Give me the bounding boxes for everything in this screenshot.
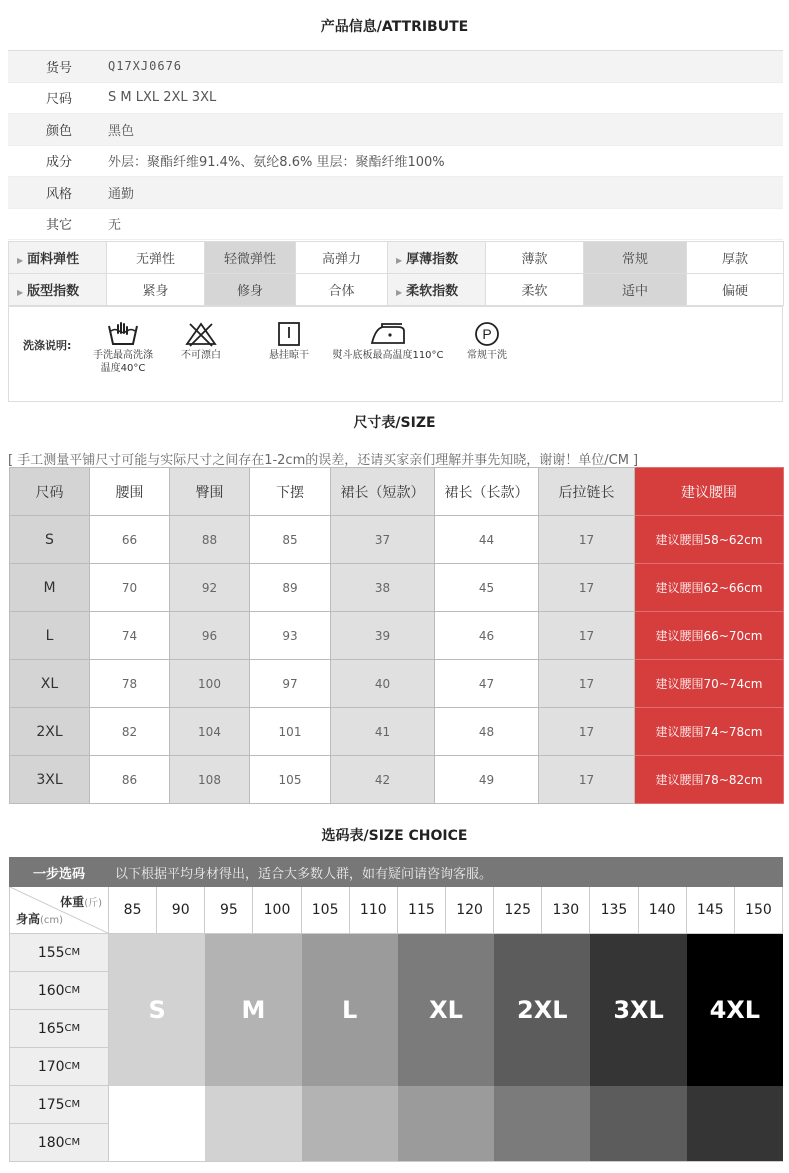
attribute-label: 货号 bbox=[46, 60, 73, 76]
size-table-title: 尺寸表/SIZE bbox=[353, 415, 436, 431]
attribute-label: 风格 bbox=[46, 186, 73, 202]
size-value-cell: 74 bbox=[90, 612, 170, 660]
suggested-waist-cell: 建议腰围62~66cm bbox=[635, 564, 784, 612]
weight-cell: 90 bbox=[157, 887, 205, 933]
size-table-body bbox=[10, 516, 784, 804]
triangle-icon: ▶ bbox=[17, 288, 24, 297]
size-value-cell: 17 bbox=[539, 660, 635, 708]
height-unit-label: CM bbox=[64, 1023, 81, 1034]
weight-cell: 120 bbox=[446, 887, 494, 933]
size-value-cell: 17 bbox=[539, 708, 635, 756]
size-value-cell: 42 bbox=[331, 756, 435, 804]
index-label: 版型指数 bbox=[27, 284, 80, 299]
weight-cell: 110 bbox=[350, 887, 398, 933]
size-table-header-row bbox=[10, 468, 784, 516]
height-value: 155 bbox=[37, 944, 65, 961]
size-label-cell: XL bbox=[10, 660, 90, 708]
weight-cell: 145 bbox=[687, 887, 735, 933]
size-label-cell: S bbox=[10, 516, 90, 564]
index-option: 高弹力 bbox=[296, 242, 388, 274]
index-head bbox=[388, 242, 486, 274]
index-option: 修身 bbox=[205, 274, 296, 306]
hand-wash-text-line1: 手洗最高洗涤 bbox=[93, 350, 153, 361]
attribute-label: 颜色 bbox=[46, 123, 73, 139]
wash-item-hand-wash bbox=[83, 321, 163, 375]
height-label-wrap bbox=[16, 910, 63, 927]
attribute-title: 产品信息/ATTRIBUTE bbox=[320, 19, 469, 35]
wash-item-iron bbox=[319, 321, 457, 362]
dry-clean-text: 常规干洗 bbox=[467, 350, 507, 361]
suggested-waist-cell: 建议腰围78~82cm bbox=[635, 756, 784, 804]
suggested-waist-cell: 建议腰围70~74cm bbox=[635, 660, 784, 708]
size-value-cell: 44 bbox=[435, 516, 539, 564]
size-value-cell: 82 bbox=[90, 708, 170, 756]
size-value-cell: 93 bbox=[250, 612, 331, 660]
size-value-cell: 46 bbox=[435, 612, 539, 660]
size-value-cell: 37 bbox=[331, 516, 435, 564]
attribute-value: S M LXL 2XL 3XL bbox=[108, 90, 217, 106]
height-cell bbox=[9, 1048, 109, 1086]
size-row bbox=[10, 756, 784, 804]
size-value-cell: 104 bbox=[170, 708, 250, 756]
index-option: 紧身 bbox=[107, 274, 205, 306]
weight-unit: (斤) bbox=[84, 898, 102, 909]
weight-cell: 95 bbox=[205, 887, 253, 933]
attribute-row bbox=[8, 177, 783, 209]
size-value-cell: 70 bbox=[90, 564, 170, 612]
height-cell bbox=[9, 934, 109, 972]
choice-description: 以下根据平均身材得出，适合大多数人群，如有疑问请咨询客服。 bbox=[115, 866, 493, 882]
attribute-value: 无 bbox=[108, 218, 122, 234]
size-label-cell: 2XL bbox=[10, 708, 90, 756]
size-header-cell: 裙长（长款） bbox=[435, 468, 539, 516]
index-option: 常规 bbox=[584, 242, 687, 274]
height-cell bbox=[9, 1124, 109, 1162]
size-label-cell: L bbox=[10, 612, 90, 660]
height-unit-label: CM bbox=[64, 1137, 81, 1148]
height-value: 165 bbox=[37, 1020, 65, 1037]
index-label: 面料弹性 bbox=[27, 252, 80, 267]
size-value-cell: 47 bbox=[435, 660, 539, 708]
size-header-cell: 后拉链长 bbox=[539, 468, 635, 516]
index-option: 适中 bbox=[584, 274, 687, 306]
size-block-lower bbox=[687, 1086, 783, 1162]
size-value-cell: 39 bbox=[331, 612, 435, 660]
weight-label: 体重 bbox=[60, 895, 85, 909]
size-block-lower bbox=[590, 1086, 686, 1162]
size-block-2xl: 2XL bbox=[494, 934, 590, 1086]
dry-clean-icon bbox=[470, 321, 504, 347]
size-label-cell: M bbox=[10, 564, 90, 612]
size-row bbox=[10, 612, 784, 660]
size-header-cell: 尺码 bbox=[10, 468, 90, 516]
attribute-row bbox=[8, 51, 783, 83]
size-value-cell: 41 bbox=[331, 708, 435, 756]
size-block-3xl: 3XL bbox=[590, 934, 686, 1086]
size-block-lower bbox=[205, 1086, 301, 1162]
size-value-cell: 17 bbox=[539, 612, 635, 660]
attribute-label: 尺码 bbox=[46, 92, 73, 108]
size-value-cell: 92 bbox=[170, 564, 250, 612]
size-value-cell: 78 bbox=[90, 660, 170, 708]
attribute-value: 黑色 bbox=[108, 123, 135, 139]
attribute-value: 外层：聚酯纤维91.4%、氨纶8.6% 里层：聚酯纤维100% bbox=[108, 155, 445, 171]
size-header-cell: 腰围 bbox=[90, 468, 170, 516]
weight-cell: 130 bbox=[542, 887, 590, 933]
triangle-icon: ▶ bbox=[396, 288, 403, 297]
height-unit-label: CM bbox=[64, 1099, 81, 1110]
size-row bbox=[10, 708, 784, 756]
height-value: 170 bbox=[37, 1058, 65, 1075]
suggested-waist-cell: 建议腰围74~78cm bbox=[635, 708, 784, 756]
size-value-cell: 17 bbox=[539, 564, 635, 612]
index-head bbox=[9, 242, 107, 274]
size-header-cell: 下摆 bbox=[250, 468, 331, 516]
weight-cell: 105 bbox=[302, 887, 350, 933]
size-row bbox=[10, 516, 784, 564]
size-value-cell: 101 bbox=[250, 708, 331, 756]
size-value-cell: 40 bbox=[331, 660, 435, 708]
size-label-cell: 3XL bbox=[10, 756, 90, 804]
size-row bbox=[10, 660, 784, 708]
attribute-value: 通勤 bbox=[108, 186, 135, 202]
size-value-cell: 17 bbox=[539, 756, 635, 804]
index-grid bbox=[8, 241, 784, 306]
height-unit: (cm) bbox=[40, 915, 64, 926]
size-value-cell: 105 bbox=[250, 756, 331, 804]
index-option: 柔软 bbox=[486, 274, 584, 306]
weight-row bbox=[9, 887, 783, 934]
index-row bbox=[9, 274, 784, 306]
size-value-cell: 85 bbox=[250, 516, 331, 564]
weight-cell: 85 bbox=[109, 887, 157, 933]
size-choice-header bbox=[9, 857, 783, 887]
size-value-cell: 96 bbox=[170, 612, 250, 660]
choice-bottom-border bbox=[9, 1161, 783, 1162]
attribute-value: Q17XJ0676 bbox=[108, 59, 183, 74]
size-header-cell: 裙长（短款） bbox=[331, 468, 435, 516]
size-block-lower bbox=[494, 1086, 590, 1162]
size-value-cell: 45 bbox=[435, 564, 539, 612]
attribute-list bbox=[8, 50, 783, 240]
height-column bbox=[9, 934, 109, 1162]
size-value-cell: 100 bbox=[170, 660, 250, 708]
index-option: 厚款 bbox=[687, 242, 784, 274]
hang-dry-icon bbox=[272, 321, 306, 347]
dry-clean-symbol: P bbox=[482, 326, 492, 342]
index-option: 合体 bbox=[296, 274, 388, 306]
height-unit-label: CM bbox=[64, 985, 81, 996]
index-label: 厚薄指数 bbox=[406, 252, 459, 267]
weight-height-corner bbox=[9, 887, 109, 933]
size-value-cell: 89 bbox=[250, 564, 331, 612]
size-value-cell: 49 bbox=[435, 756, 539, 804]
iron-text: 熨斗底板最高温度110°C bbox=[332, 350, 444, 361]
attribute-label: 其它 bbox=[46, 218, 73, 234]
triangle-icon: ▶ bbox=[396, 256, 403, 265]
size-block-lower bbox=[302, 1086, 398, 1162]
hand-wash-text-line2: 温度40°C bbox=[100, 363, 146, 374]
no-bleach-icon bbox=[184, 321, 218, 347]
size-value-cell: 108 bbox=[170, 756, 250, 804]
attribute-label: 成分 bbox=[46, 155, 73, 171]
index-option: 轻微弹性 bbox=[205, 242, 296, 274]
weight-cell: 135 bbox=[590, 887, 638, 933]
size-block-4xl: 4XL bbox=[687, 934, 783, 1086]
suggested-waist-cell: 建议腰围58~62cm bbox=[635, 516, 784, 564]
weight-label-wrap bbox=[60, 893, 102, 910]
size-value-cell: 48 bbox=[435, 708, 539, 756]
weight-cell: 115 bbox=[398, 887, 446, 933]
index-label: 柔软指数 bbox=[406, 284, 459, 299]
size-value-cell: 66 bbox=[90, 516, 170, 564]
size-block-empty bbox=[109, 1086, 205, 1162]
suggested-waist-cell: 建议腰围66~70cm bbox=[635, 612, 784, 660]
triangle-icon: ▶ bbox=[17, 256, 24, 265]
size-value-cell: 38 bbox=[331, 564, 435, 612]
height-unit-label: CM bbox=[64, 1061, 81, 1072]
wash-item-dry-clean bbox=[459, 321, 515, 362]
size-value-cell: 88 bbox=[170, 516, 250, 564]
no-bleach-text: 不可漂白 bbox=[181, 350, 221, 361]
iron-icon bbox=[368, 321, 408, 347]
index-head bbox=[388, 274, 486, 306]
size-header-cell: 臀围 bbox=[170, 468, 250, 516]
weight-cell: 100 bbox=[253, 887, 301, 933]
hand-wash-icon bbox=[106, 321, 140, 347]
attribute-row bbox=[8, 83, 783, 115]
size-note: [ 手工测量平铺尺寸可能与实际尺寸之间存在1-2cm的误差，还请买家亲们理解并事先知晓，谢谢！单位/CM ] bbox=[8, 453, 639, 468]
attribute-row bbox=[8, 114, 783, 146]
size-block-s: S bbox=[109, 934, 205, 1086]
wash-label: 洗涤说明: bbox=[23, 339, 72, 352]
weight-cell: 125 bbox=[494, 887, 542, 933]
size-block-m: M bbox=[205, 934, 301, 1086]
size-block-l: L bbox=[302, 934, 398, 1086]
size-choice-title: 选码表/SIZE CHOICE bbox=[321, 828, 468, 844]
wash-instructions bbox=[8, 306, 783, 402]
height-value: 160 bbox=[37, 982, 65, 999]
index-head bbox=[9, 274, 107, 306]
attribute-row bbox=[8, 146, 783, 178]
weight-cell: 140 bbox=[639, 887, 687, 933]
height-cell bbox=[9, 1010, 109, 1048]
index-option: 偏硬 bbox=[687, 274, 784, 306]
size-row bbox=[10, 564, 784, 612]
height-unit-label: CM bbox=[64, 947, 81, 958]
weight-cell: 150 bbox=[735, 887, 783, 933]
index-row bbox=[9, 242, 784, 274]
size-value-cell: 17 bbox=[539, 516, 635, 564]
size-choice-grid bbox=[109, 934, 783, 1162]
step-label: 一步选码 bbox=[32, 866, 85, 882]
attribute-row bbox=[8, 209, 783, 241]
size-table bbox=[9, 467, 784, 804]
index-option: 无弹性 bbox=[107, 242, 205, 274]
height-label: 身高 bbox=[16, 912, 41, 926]
hang-dry-text: 悬挂晾干 bbox=[269, 350, 309, 361]
height-value: 175 bbox=[37, 1096, 65, 1113]
height-value: 180 bbox=[37, 1134, 65, 1151]
size-block-lower bbox=[398, 1086, 494, 1162]
size-header-cell: 建议腰围 bbox=[635, 468, 784, 516]
index-option: 薄款 bbox=[486, 242, 584, 274]
height-cell bbox=[9, 972, 109, 1010]
size-value-cell: 97 bbox=[250, 660, 331, 708]
size-block-xl: XL bbox=[398, 934, 494, 1086]
height-cell bbox=[9, 1086, 109, 1124]
wash-item-hang-dry bbox=[261, 321, 317, 362]
size-value-cell: 86 bbox=[90, 756, 170, 804]
wash-item-no-bleach bbox=[173, 321, 229, 362]
